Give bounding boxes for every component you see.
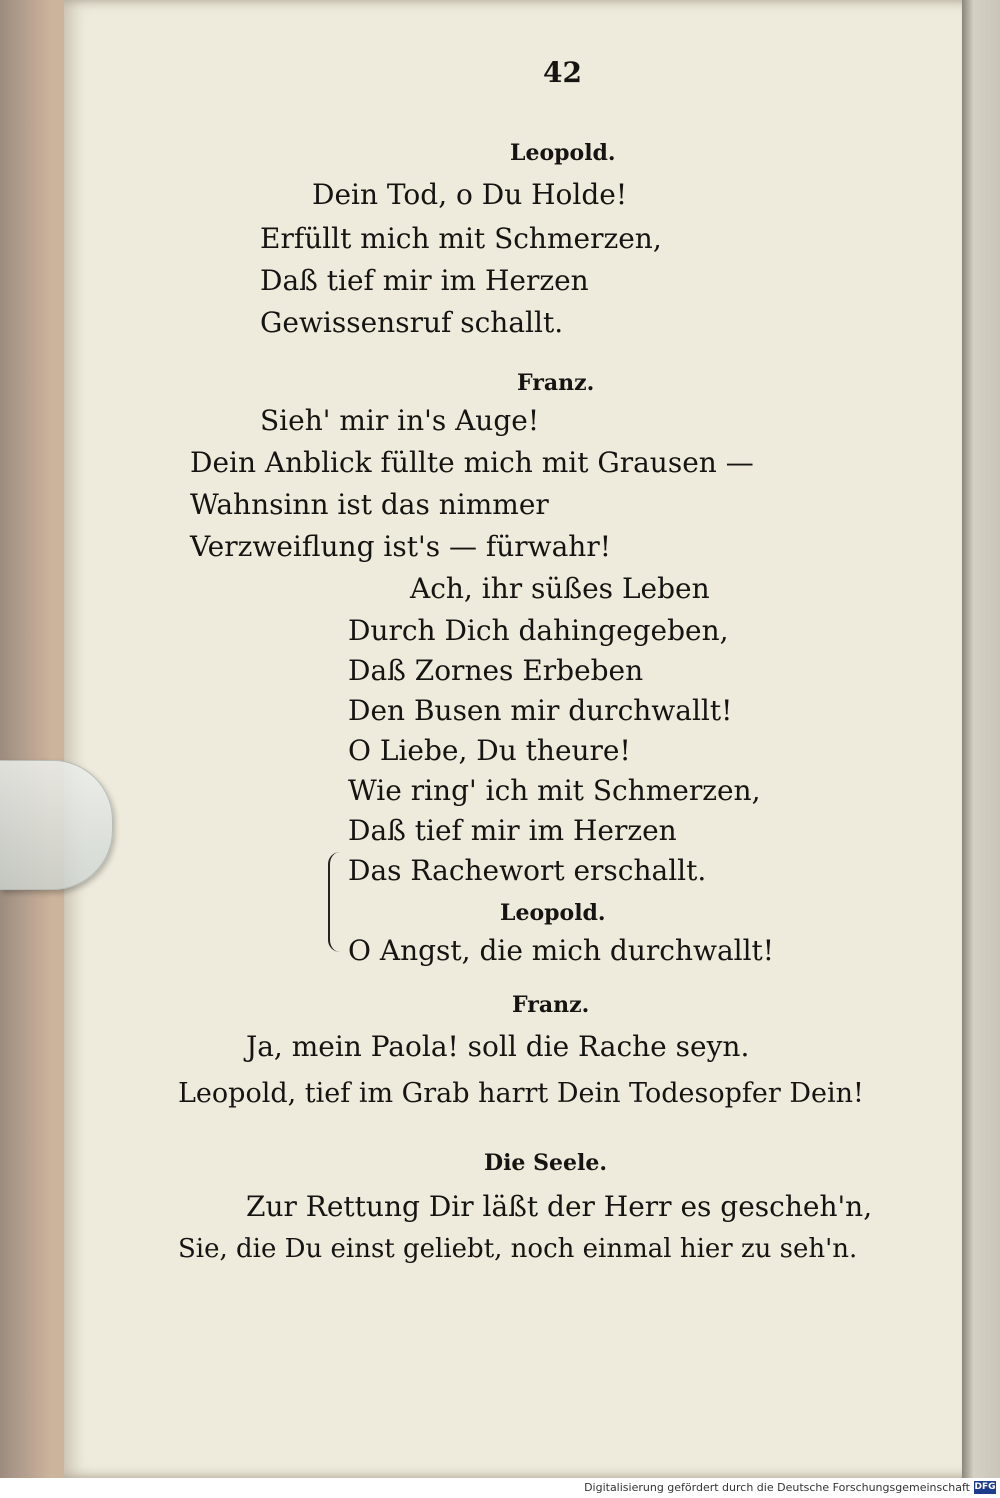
speaker-label: Leopold. (500, 900, 606, 926)
verse-line: Wie ring' ich mit Schmerzen, (348, 774, 761, 807)
dfg-logo: DFG (974, 1482, 996, 1492)
verse-line: Sieh' mir in's Auge! (260, 404, 540, 437)
verse-line: Verzweiflung ist's — fürwahr! (190, 530, 611, 563)
verse-line: Wahnsinn ist das nimmer (190, 488, 549, 521)
verse-line: Daß tief mir im Herzen (260, 264, 589, 297)
verse-line: Durch Dich dahingegeben, (348, 614, 729, 647)
verse-line: Erfüllt mich mit Schmerzen, (260, 222, 662, 255)
verse-line: O Liebe, Du theure! (348, 734, 631, 767)
verse-line: Gewissensruf schallt. (260, 306, 564, 339)
verse-line: Dein Tod, o Du Holde! (312, 178, 628, 211)
book-edge (0, 0, 70, 1478)
speaker-label: Die Seele. (484, 1150, 607, 1176)
verse-line: Daß Zornes Erbeben (348, 654, 644, 687)
verse-line: Zur Rettung Dir läßt der Herr es gescheh'n, (246, 1190, 873, 1223)
page-number: 42 (543, 56, 582, 89)
verse-line: Leopold, tief im Grab harrt Dein Todesopfer Dein! (178, 1078, 864, 1109)
verse-line: Ach, ihr süßes Leben (410, 572, 710, 605)
page-clip (0, 760, 113, 890)
verse-line: Sie, die Du einst geliebt, noch einmal hier zu seh'n. (178, 1234, 858, 1264)
next-page-edge (962, 0, 1000, 1478)
speaker-label: Franz. (512, 992, 590, 1018)
verse-line: O Angst, die mich durchwallt! (348, 934, 775, 967)
verse-line: Den Busen mir durchwallt! (348, 694, 733, 727)
verse-line: Dein Anblick füllte mich mit Grausen — (190, 446, 754, 479)
bracket-brace (328, 852, 344, 952)
speaker-label: Leopold. (510, 140, 616, 166)
funding-credit: Digitalisierung gefördert durch die Deutsche Forschungsgemeinschaft (584, 1481, 970, 1494)
verse-line: Daß tief mir im Herzen (348, 814, 677, 847)
speaker-label: Franz. (517, 370, 595, 396)
verse-line: Ja, mein Paola! soll die Rache seyn. (246, 1030, 750, 1063)
verse-line: Das Rachewort erschallt. (348, 854, 707, 887)
